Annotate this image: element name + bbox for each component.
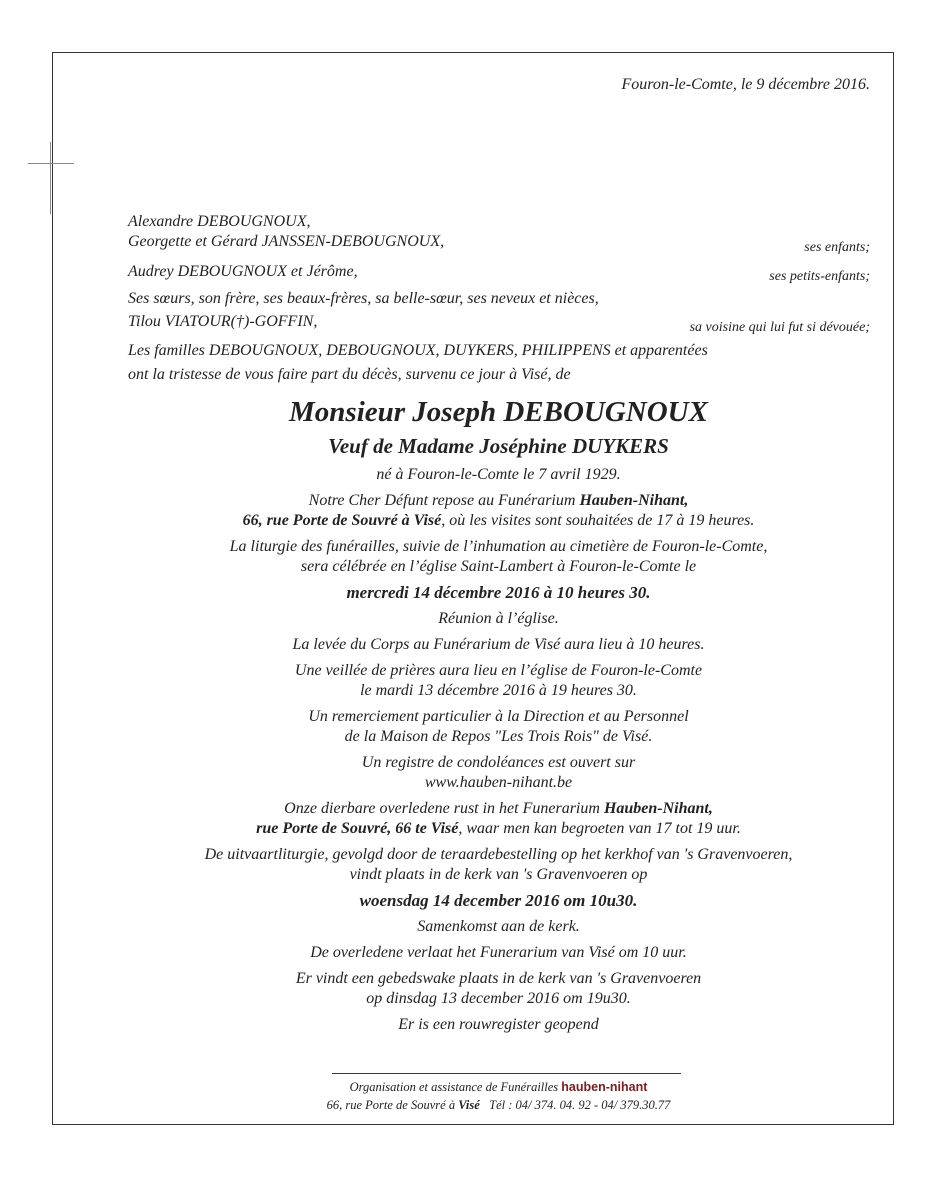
nl-service-date: woensdag 14 december 2016 om 10u30. [359, 891, 638, 910]
role-grandchildren: ses petits-enfants; [769, 269, 870, 284]
footer-divider [332, 1073, 681, 1074]
fr-levee: La levée du Corps au Funérarium de Visé aura lieu à 10 heures. [292, 636, 705, 653]
place-date: Fouron-le-Comte, le 9 décembre 2016. [621, 76, 870, 93]
family-line-7: ont la tristesse de vous faire part du décès, survenu ce jour à Visé, de [128, 366, 571, 383]
deceased-name: Monsieur Joseph DEBOUGNOUX [289, 396, 708, 428]
nl-register: Er is een rouwregister geopend [398, 1016, 599, 1033]
family-line-4: Ses sœurs, son frère, ses beaux-frères, sa belle-sœur, ses neveux et nièces, [128, 290, 599, 307]
widower-of: Veuf de Madame Joséphine DUYKERS [328, 434, 669, 458]
nl-meeting: Samenkomst aan de kerk. [417, 918, 580, 935]
fr-vigil: Une veillée de prières aura lieu en l’église de Fouron-le-Comte le mardi 13 décembre 2016 à 19 heures 30. [294, 662, 703, 699]
family-line-5: Tilou VIATOUR(†)-GOFFIN, [128, 313, 318, 330]
cross-icon [50, 142, 51, 214]
fr-thanks: Un remerciement particulier à la Direction et au Personnel de la Maison de Repos "Les Trois Rois" de Visé. [308, 708, 689, 745]
role-neighbour: sa voisine qui lui fut si dévouée; [689, 320, 870, 335]
family-line-1: Alexandre DEBOUGNOUX, [128, 213, 311, 230]
fr-liturgy: La liturgie des funérailles, suivie de l’inhumation au cimetière de Fouron-le-Comte, sera célébrée en l’église Saint-Lambert à Fouron-le-Comte le [229, 538, 768, 575]
cross-icon-bar [28, 163, 74, 164]
birth-info: né à Fouron-le-Comte le 7 avril 1929. [376, 466, 621, 483]
fr-register: Un registre de condoléances est ouvert sur www.hauben-nihant.be [361, 754, 636, 791]
nl-rest: Onze dierbare overledene rust in het Funerarium Hauben-Nihant, rue Porte de Souvré, 66 te Visé, waar men kan begroeten van 17 tot 19 uur. [256, 800, 741, 837]
fr-meeting: Réunion à l’église. [438, 610, 559, 627]
footer-address: 66, rue Porte de Souvré à Visé Tél : 04/ 374. 04. 92 - 04/ 379.30.77 [326, 1098, 671, 1112]
nl-leaves: De overledene verlaat het Funerarium van Visé om 10 uur. [310, 944, 687, 961]
fr-service-date: mercredi 14 décembre 2016 à 10 heures 30. [346, 583, 651, 602]
register-url[interactable]: www.hauben-nihant.be [424, 774, 573, 791]
family-line-3: Audrey DEBOUGNOUX et Jérôme, [128, 263, 358, 280]
announcement-body [52, 393, 945, 1035]
family-line-2: Georgette et Gérard JANSSEN-DEBOUGNOUX, [128, 233, 445, 250]
role-children: ses enfants; [804, 240, 870, 255]
nl-vigil: Er vindt een gebedswake plaats in de kerk van 's Gravenvoeren op dinsdag 13 december 2016 om 19u30. [295, 970, 702, 1007]
brand-logo: hauben-nihant [561, 1080, 648, 1094]
footer-org: Organisation et assistance de Funérailles hauben-nihant [349, 1080, 648, 1094]
fr-repose: Notre Cher Défunt repose au Funérarium Hauben-Nihant, 66, rue Porte de Souvré à Visé, où les visites sont souhaitées de 17 à 19 heures. [242, 492, 755, 529]
family-line-6: Les familles DEBOUGNOUX, DEBOUGNOUX, DUYKERS, PHILIPPENS et apparentées [128, 342, 708, 359]
nl-liturgy: De uitvaartliturgie, gevolgd door de teraardebestelling op het kerkhof van 's Gravenvoeren, vindt plaats in de kerk van 's Gravenvoeren op [204, 846, 793, 883]
